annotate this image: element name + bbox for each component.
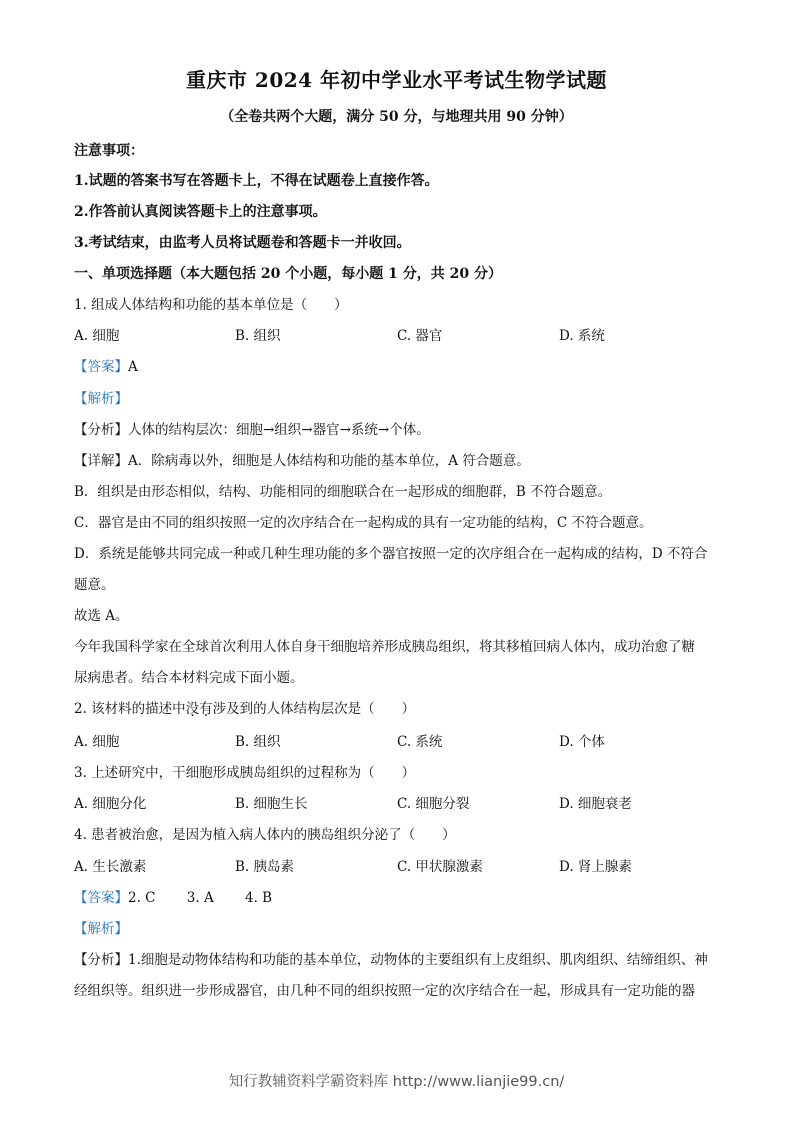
option-d: D. 系统	[559, 328, 605, 344]
xiangjie-b: B．组织是由形态相似，结构、功能相同的细胞联合在一起形成的细胞群，B 不符合题意。	[74, 484, 612, 500]
option-a: A. 细胞	[74, 328, 120, 344]
question-4-stem: 4. 患者被治愈，是因为植入病人体内的胰岛组织分泌了（ ）	[74, 827, 456, 843]
fenxi-line	[74, 420, 430, 440]
option-a: A. 细胞分化	[74, 796, 147, 812]
xiangjie-line	[74, 451, 530, 471]
xiangjie-d: D．系统是能够共同完成一种或几种生理功能的多个器官按照一定的次序组合在一起构成的结构，D 不符合	[74, 546, 708, 562]
fenxi-text: 人体的结构层次：细胞→组织→器官→系统→个体。	[128, 422, 430, 438]
emphasis-char: 有	[199, 701, 213, 717]
fenxi-tag: 【分析】	[74, 952, 128, 968]
question-2-stem	[74, 699, 415, 719]
group-fenxi-cont: 经组织等。组织进一步形成器官，由几种不同的组织按照一定的次序结合在一起，形成具有一定功能的器	[74, 983, 695, 999]
section-heading: 一、单项选择题（本大题包括 20 个小题，每小题 1 分，共 20 分）	[74, 266, 502, 282]
material-text-cont: 尿病患者。结合本材料完成下面小题。	[74, 670, 304, 686]
option-c: C. 系统	[397, 734, 443, 750]
xiangjie-c: C．器官是由不同的组织按照一定的次序结合在一起构成的具有一定功能的结构，C 不符合题意。	[74, 515, 653, 531]
fenxi-tag: 【分析】	[74, 422, 128, 438]
option-b: B. 细胞生长	[235, 796, 308, 812]
option-d: D. 细胞衰老	[559, 796, 632, 812]
conclusion: 故选 A。	[74, 608, 129, 624]
question-3-stem: 3. 上述研究中，干细胞形成胰岛组织的过程称为（ ）	[74, 765, 416, 781]
option-c: C. 器官	[397, 328, 443, 344]
option-b: B. 组织	[235, 734, 281, 750]
answer-tag: 【答案】	[74, 359, 128, 375]
group-fenxi-line	[74, 950, 708, 970]
footer-watermark: 知行教辅资料学霸资料库 http://www.lianjie99.cn/	[228, 1074, 565, 1090]
notice-item: 1.试题的答案书写在答题卡上，不得在试题卷上直接作答。	[74, 173, 439, 189]
notice-item: 3.考试结束，由监考人员将试题卷和答题卡一并收回。	[74, 235, 411, 251]
option-d: D. 肾上腺素	[559, 859, 632, 875]
analysis-tag: 【解析】	[74, 391, 128, 407]
answer-values: 2. C 3. A 4. B	[128, 890, 273, 906]
option-b: B. 组织	[235, 328, 281, 344]
page-title: 重庆市 2024 年初中学业水平考试生物学试题	[185, 68, 608, 92]
answer-value: A	[128, 359, 138, 375]
option-b: B. 胰岛素	[235, 859, 295, 875]
analysis-tag: 【解析】	[74, 921, 128, 937]
fenxi-text: 1.细胞是动物体结构和功能的基本单位，动物体的主要组织有上皮组织、肌肉组织、结缔组织、神	[128, 952, 708, 968]
option-a: A. 生长激素	[74, 859, 147, 875]
xiangjie-tag: 【详解】	[74, 453, 128, 469]
material-text: 今年我国科学家在全球首次利用人体自身干细胞培养形成胰岛组织，将其移植回病人体内，成功治愈了糖	[74, 639, 695, 655]
notice-item: 2.作答前认真阅读答题卡上的注意事项。	[74, 204, 327, 220]
option-c: C. 甲状腺激素	[397, 859, 483, 875]
option-a: A. 细胞	[74, 734, 120, 750]
option-d: D. 个体	[559, 734, 605, 750]
xiangjie-d-cont: 题意。	[74, 577, 115, 593]
page-subtitle: （全卷共两个大题，满分 50 分，与地理共用 90 分钟）	[220, 109, 573, 125]
answer-tag: 【答案】	[74, 890, 128, 906]
question-1-stem: 1. 组成人体结构和功能的基本单位是（ ）	[74, 297, 348, 313]
xiangjie-text: A．除病毒以外，细胞是人体结构和功能的基本单位，A 符合题意。	[128, 453, 530, 469]
option-c: C. 细胞分裂	[397, 796, 470, 812]
answer-line	[74, 357, 138, 377]
emphasis-char: 没	[185, 701, 200, 717]
group-answer-line	[74, 888, 272, 908]
notice-heading: 注意事项：	[74, 143, 144, 159]
stem-text: 涉及到的人体结构层次是（ ）	[212, 701, 416, 717]
stem-text: 2. 该材料的描述中	[74, 701, 186, 717]
